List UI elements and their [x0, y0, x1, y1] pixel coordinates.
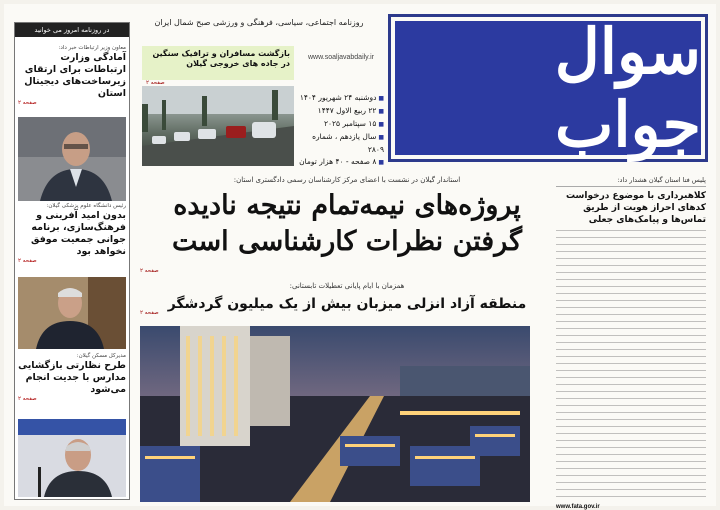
sub-page-ref: صفحه ۲ [140, 310, 159, 316]
sidebar-story-kicker: رئیس دانشگاه علوم پزشکی گیلان: [46, 203, 126, 209]
main-headline-line: گرفتن نظرات کارشناسی است [172, 226, 522, 257]
main-headline[interactable] [138, 188, 556, 260]
issue-date: ■ ۱۵ سپتامبر ۲۰۲۵ [298, 118, 384, 131]
sidebar-story[interactable] [18, 203, 126, 264]
newspaper-title: سوال جواب [554, 15, 701, 161]
traffic-teaser[interactable] [142, 46, 294, 166]
official-portrait-photo [18, 117, 126, 201]
issue-dates [298, 92, 384, 169]
issue-number: ■ سال یازدهم ، شماره ۲۸۰۹ [298, 131, 384, 156]
official-portrait-photo [18, 277, 126, 349]
traffic-photo [142, 86, 294, 166]
sidebar-story-headline: بدون امید آفرینی و فرهنگ‌سازی، برنامه جوانی جمعیت موفق نخواهد بود [31, 210, 126, 257]
rcol-headline: کلاهبرداری با موضوع درخواست کدهای احراز هویت از طریق تماس‌ها و پیامک‌های جعلی [566, 191, 706, 225]
teaser-page-ref: صفحه ۲ [146, 80, 165, 86]
official-portrait-photo [18, 419, 126, 497]
sidebar-story-headline: طرح نظارتی بازگشایی مدارس با جدیت انجام می‌شود [18, 360, 126, 395]
anzali-city-photo [140, 326, 530, 502]
main-page-ref: صفحه ۲ [140, 268, 159, 274]
sidebar-story-page: صفحه ۲ [18, 100, 37, 106]
sidebar-story-kicker: معاون وزیر ارتباطات خبر داد: [58, 45, 126, 51]
publisher-tagline: روزنامه اجتماعی، سیاسی، فرهنگی و ورزشی صبح شمال ایران [154, 18, 364, 27]
sub-story-headline[interactable]: منطقه آزاد انزلی میزبان بیش از یک میلیون گردشگر [167, 296, 527, 312]
issue-price: ■ ۸ صفحه - ۴۰ هزار تومان [298, 156, 384, 169]
main-headline-line: پروژه‌های نیمه‌تمام نتیجه نادیده [173, 190, 521, 221]
rcol-body-text-block [556, 230, 706, 500]
sub-story-kicker: همزمان با ایام پایانی تعطیلات تابستانی: [289, 282, 405, 290]
main-story-kicker: استاندار گیلان در نشست با اعضای مرکز کارشناسان رسمی دادگستری استان: [233, 176, 461, 184]
sidebar-header: در روزنامه امروز می خوانید [15, 23, 129, 37]
sidebar-story-kicker: مدیرکل مسکن گیلان: [76, 353, 126, 359]
sidebar-story-page: صفحه ۲ [18, 258, 37, 264]
sidebar-story-page: صفحه ۲ [18, 396, 37, 402]
newspaper-front-page [4, 4, 716, 510]
masthead-logo [395, 15, 701, 161]
rcol-footer-link[interactable]: www.fata.gov.ir [556, 504, 600, 510]
issue-date: ■ ۲۲ ربیع الاول ۱۴۴۷ [298, 105, 384, 118]
teaser-headline: بازگشت مسافران و ترافیک سنگین در جاده های خروجی گیلان [142, 46, 294, 80]
issue-date: ■ دوشنبه ۲۴ شهریور ۱۴۰۴ [298, 92, 384, 105]
sidebar-story[interactable] [18, 353, 126, 402]
sidebar-story-headline: آمادگی وزارت ارتباطات برای ارتقای زیرساخت‌های دیجیتال استان [24, 52, 126, 99]
publisher-website[interactable]: www.soaljavabdaily.ir [307, 54, 374, 61]
fata-warning-story[interactable] [556, 176, 706, 510]
sidebar-in-this-issue [14, 22, 130, 500]
sidebar-story[interactable] [18, 45, 126, 106]
rcol-kicker: پلیس فتا استان گیلان هشدار داد: [556, 176, 706, 187]
masthead [388, 14, 708, 162]
